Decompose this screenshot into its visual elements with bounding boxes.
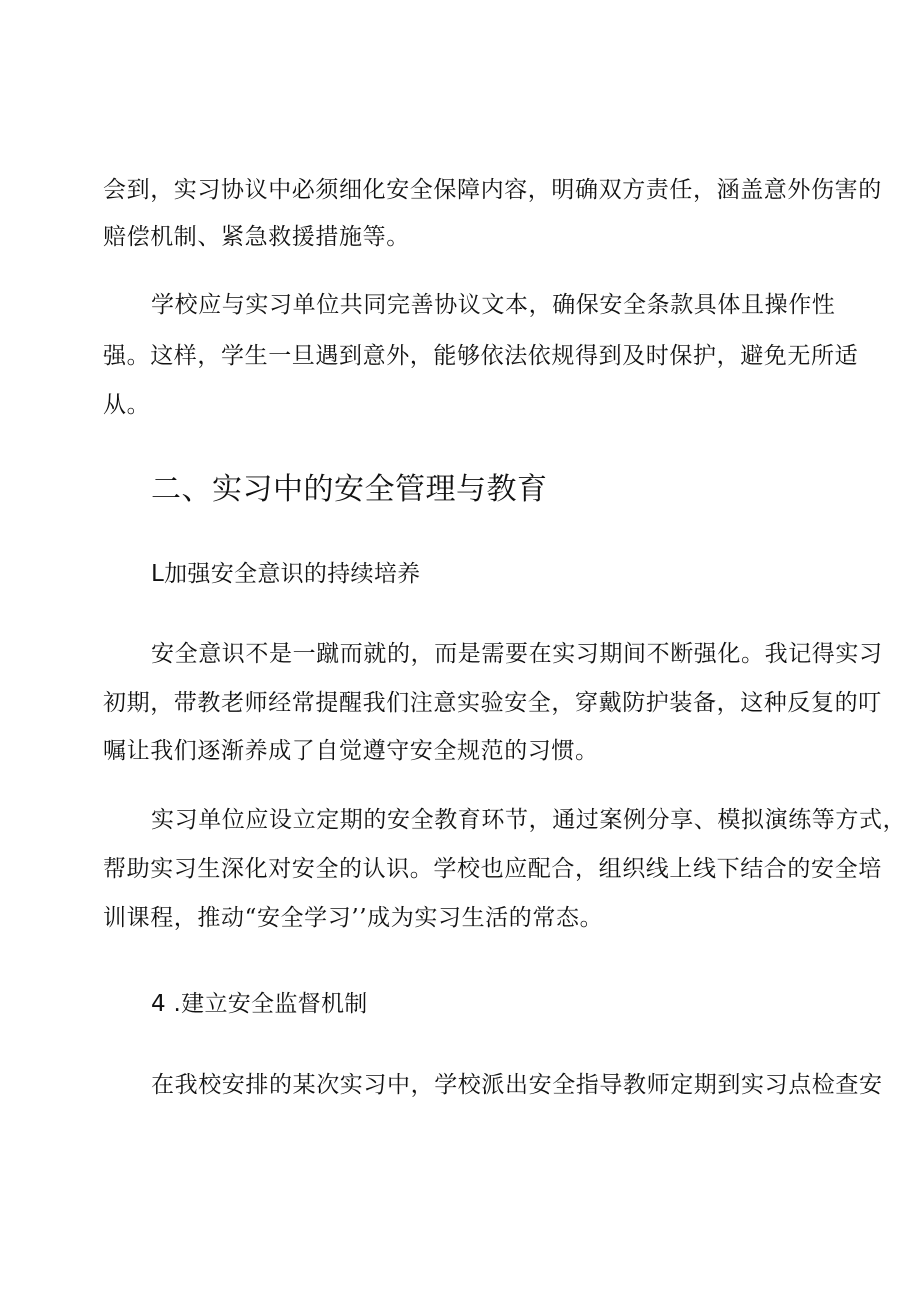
paragraph-4-line-1: 实习单位应设立定期的安全教育环节，通过案例分享、模拟演练等方式， — [151, 807, 907, 833]
paragraph-2-line-3: 从。 — [103, 392, 151, 418]
paragraph-1-line-2: 赔偿机制、紧急救援措施等。 — [103, 224, 410, 250]
subsection-heading-4: 4 .建立安全监督机制 — [151, 991, 368, 1017]
paragraph-1-line-1: 会到，实习协议中必须细化安全保障内容，明确双方责任，涵盖意外伤害的 — [103, 177, 882, 203]
paragraph-2-line-1: 学校应与实习单位共同完善协议文本，确保安全条款具体且操作性 — [151, 292, 836, 318]
paragraph-4-line-2: 帮助实习生深化对安全的认识。学校也应配合，组织线上线下结合的安全培 — [103, 856, 882, 882]
paragraph-3-line-1: 安全意识不是一蹴而就的，而是需要在实习期间不断强化。我记得实习 — [151, 641, 883, 667]
subsection-heading-1: L加强安全意识的持续培养 — [151, 561, 421, 587]
paragraph-3-line-2: 初期，带教老师经常提醒我们注意实验安全，穿戴防护装备，这种反复的叮 — [103, 690, 882, 716]
paragraph-3-line-3: 嘱让我们逐渐养成了自觉遵守安全规范的习惯。 — [103, 738, 599, 764]
section-heading: 二、实习中的安全管理与教育 — [151, 472, 548, 507]
paragraph-5-line-1: 在我校安排的某次实习中，学校派出安全指导教师定期到实习点检查安 — [151, 1072, 883, 1098]
paragraph-4-line-3: 训课程，推动“安全学习’’成为实习生活的常态。 — [103, 905, 604, 931]
paragraph-2-line-2: 强。这样，学生一旦遇到意外，能够依法依规得到及时保护，避免无所适 — [103, 343, 859, 369]
